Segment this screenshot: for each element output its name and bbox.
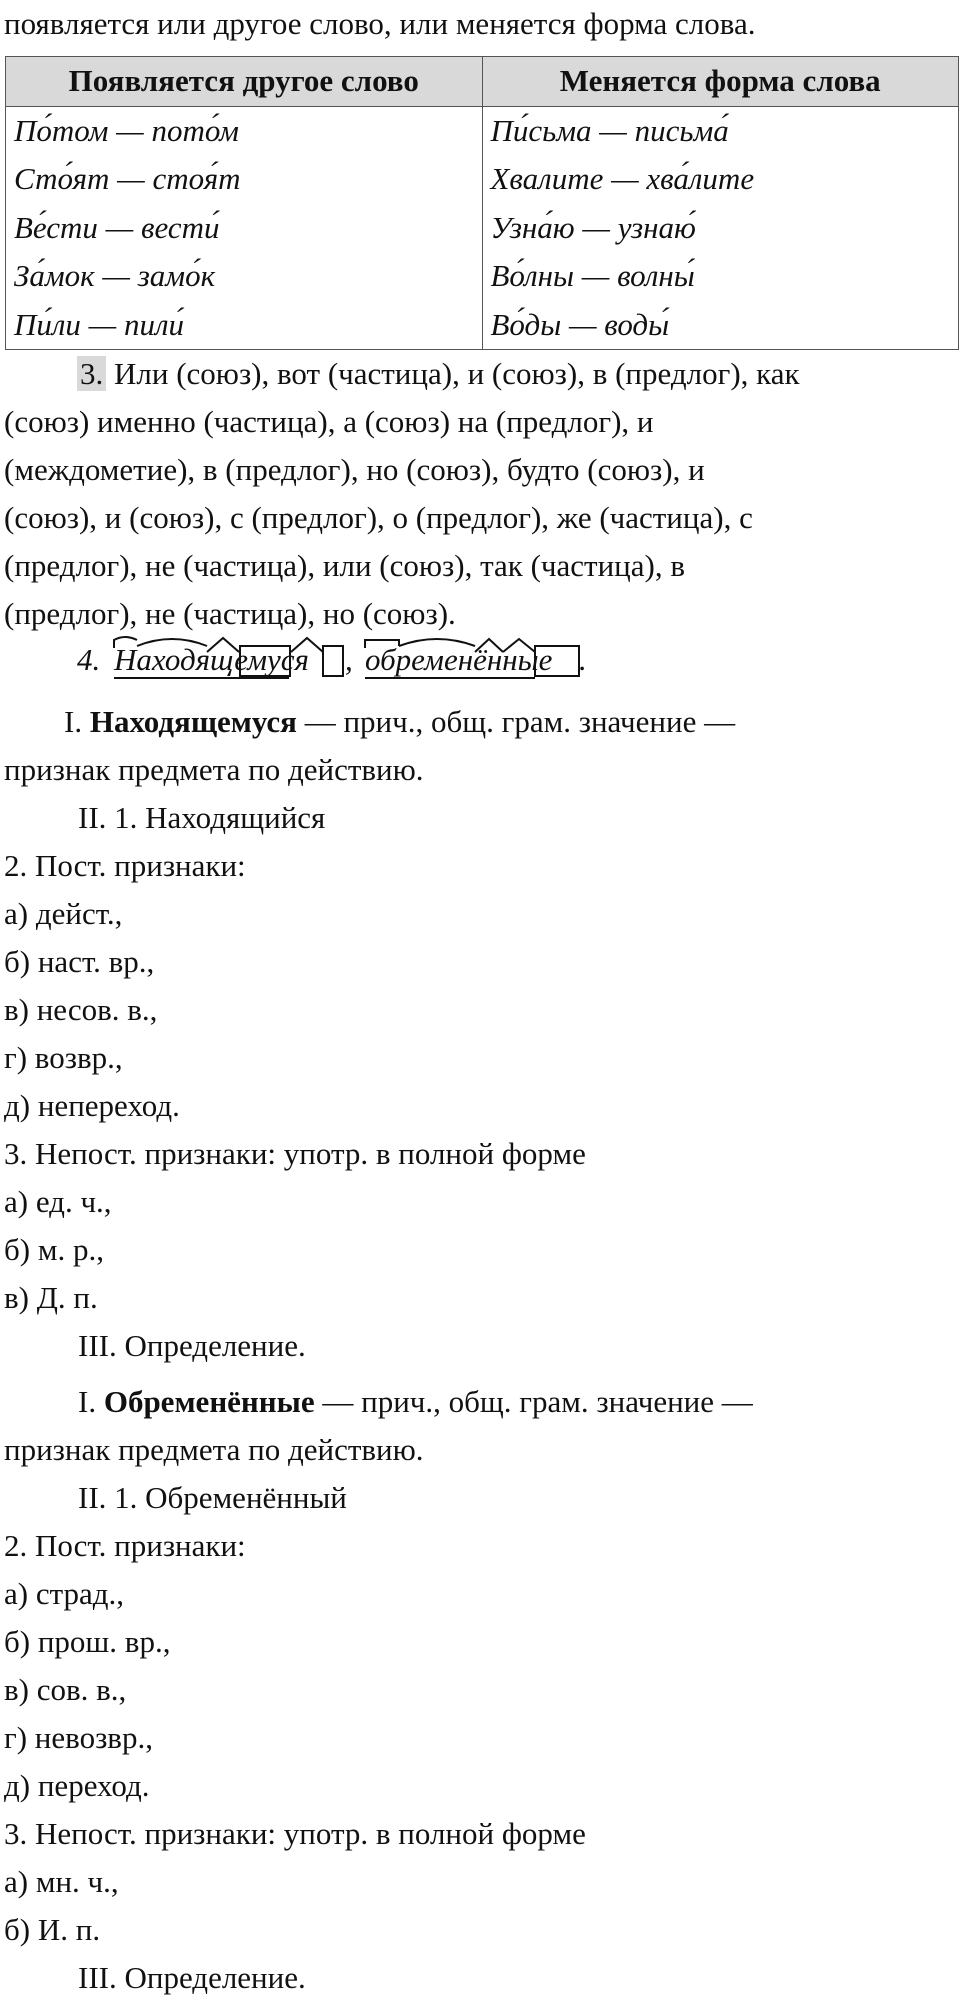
list-item: б) м. р., — [4, 1232, 104, 1267]
nonconst-title: 3. Непост. признаки: употр. в полной форме — [4, 1816, 586, 1851]
analyzed-word: Обременённые — [103, 1384, 315, 1419]
suffix-mark — [503, 639, 535, 652]
list-item: а) страд., — [4, 1576, 125, 1611]
analysis2-heading — [78, 1378, 753, 1427]
task3-line: (междометие), в (предлог), но (союз), будто (союз), и — [4, 452, 705, 487]
numeral: I. — [64, 704, 83, 739]
list-item: д) переход. — [4, 1768, 150, 1803]
initial-form: II. 1. Обременённый — [78, 1480, 347, 1515]
task4-number: 4. — [77, 642, 101, 677]
list-item: в) несов. в., — [4, 992, 158, 1027]
task3-number: 3. — [77, 356, 106, 391]
list-item: в) Д. п. — [4, 1280, 98, 1315]
header-word-form: Меняется форма слова — [482, 57, 959, 107]
list-item: б) прош. вр., — [4, 1624, 171, 1659]
numeral: I. — [78, 1384, 97, 1419]
header-new-word: Появляется другое слово — [6, 57, 483, 107]
list-item: б) наст. вр., — [4, 944, 155, 979]
const-title: 2. Пост. признаки: — [4, 1528, 246, 1563]
analysis1-heading — [64, 698, 735, 747]
list-item: Сто́ят — стоя́т — [14, 161, 241, 197]
ending-box — [240, 646, 290, 676]
syntactic-role: III. Определение. — [78, 1328, 306, 1363]
list-item: Ве́сти — вести́ — [14, 209, 220, 245]
table-row — [6, 106, 959, 350]
table-header-row — [6, 57, 959, 107]
definition-line: признак предмета по действию. — [4, 1432, 424, 1467]
list-item: а) мн. ч., — [4, 1864, 119, 1899]
ending-box — [535, 646, 579, 676]
new-word-cell — [6, 106, 483, 350]
task3-text: Или (союз), вот (частица), и (союз), в (предлог), как — [106, 356, 800, 391]
analyzed-word: Находящемуся — [89, 704, 297, 739]
end-mark: . — [579, 642, 587, 677]
list-item: в) сов. в., — [4, 1672, 127, 1707]
task3-line: (союз), и (союз), с (предлог), о (предлог), же (частица), с — [4, 500, 753, 535]
word-1: Находящемуся — [114, 642, 309, 677]
words-table — [5, 56, 959, 350]
list-item: Пи́сьма — письма́ — [490, 112, 729, 148]
root-arc — [399, 639, 475, 646]
const-title: 2. Пост. признаки: — [4, 848, 246, 883]
definition: — прич., общ. грам. значение — — [296, 704, 736, 739]
list-item: По́том — пото́м — [14, 112, 239, 148]
word-form-cell — [482, 106, 959, 350]
suffix-mark — [291, 638, 323, 652]
list-item: Во́ды — воды́ — [490, 306, 670, 342]
list-item: Во́лны — волны́ — [490, 258, 695, 294]
suffix-mark — [475, 639, 503, 652]
list-item: а) дейст., — [4, 896, 123, 931]
definition: — прич., общ. грам. значение — — [314, 1384, 753, 1419]
list-item: Узна́ю — узнаю́ — [490, 209, 696, 245]
list-item: г) невозвр., — [4, 1720, 153, 1755]
list-item: г) возвр., — [4, 1040, 123, 1075]
task3-line: (предлог), не (частица), или (союз), так (частица), в — [4, 548, 685, 583]
postfix-box — [323, 646, 343, 676]
list-item: а) ед. ч., — [4, 1184, 112, 1219]
task3-line — [77, 350, 800, 399]
intro-line: появляется или другое слово, или меняется форма слова. — [4, 6, 756, 41]
list-item: б) И. п. — [4, 1912, 101, 1947]
list-item: Пи́ли — пили́ — [14, 306, 184, 342]
prefix-mark — [114, 637, 137, 648]
definition-line: признак предмета по действию. — [4, 752, 424, 787]
list-item: За́мок — замо́к — [14, 258, 216, 294]
separator: , — [345, 642, 353, 677]
nonconst-title: 3. Непост. признаки: употр. в полной форме — [4, 1136, 586, 1171]
suffix-mark — [207, 638, 239, 652]
prefix-mark — [365, 640, 399, 648]
root-arc — [137, 639, 207, 646]
task3-line: (союз) именно (частица), а (союз) на (предлог), и — [4, 404, 654, 439]
list-item: Хвалите — хва́лите — [490, 161, 755, 197]
initial-form: II. 1. Находящийся — [78, 800, 326, 835]
task3-line: (предлог), не (частица), но (союз). — [4, 596, 456, 631]
list-item: д) непереход. — [4, 1088, 180, 1123]
morpheme-marks — [77, 636, 597, 686]
word-2: обременённые — [365, 642, 553, 677]
syntactic-role: III. Определение. — [78, 1960, 306, 1995]
